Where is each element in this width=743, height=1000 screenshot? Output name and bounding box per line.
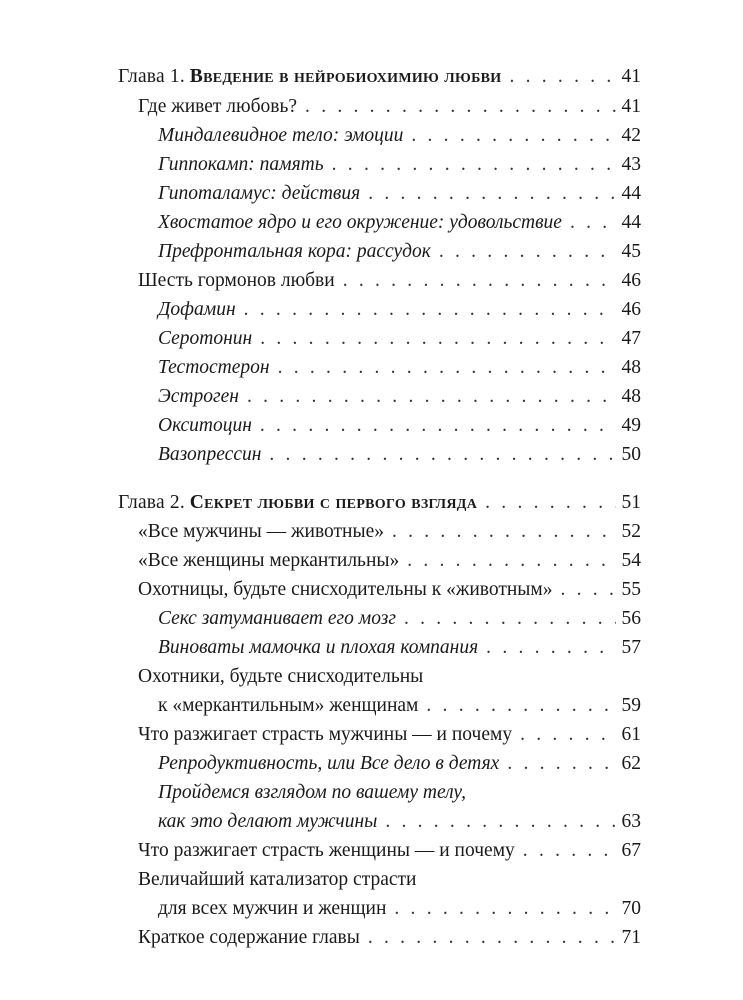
page-number: 43 [621, 154, 641, 175]
chapter-title: Секрет любви с первого взгляда [189, 492, 478, 513]
page-number: 55 [621, 579, 641, 600]
toc-entry[interactable] [0, 720, 743, 750]
entry-title-continuation: к «меркантильным» женщинам [158, 695, 419, 716]
page-number: 41 [621, 66, 641, 87]
leader-dots [260, 411, 616, 441]
page-number: 41 [621, 96, 641, 117]
entry-title: Величайший катализатор страсти [138, 869, 417, 890]
toc-entry[interactable] [0, 121, 743, 151]
entry-title: Префронтальная кора: рассудок [158, 241, 431, 262]
page-number: 51 [621, 492, 641, 513]
leader-dots [485, 488, 615, 518]
chapter-label: Глава 2. [118, 492, 185, 513]
chapter-1-heading[interactable] [0, 62, 743, 92]
entry-title: Гиппокамп: память [158, 154, 324, 175]
leader-dots [411, 121, 615, 151]
toc-entry[interactable] [0, 92, 743, 122]
toc-entry[interactable] [0, 546, 743, 576]
entry-title: Эстроген [158, 386, 239, 407]
entry-title: Краткое содержание главы [138, 927, 360, 948]
leader-dots [305, 92, 615, 122]
page-number: 62 [621, 753, 641, 774]
leader-dots [392, 517, 616, 547]
page-number: 61 [621, 724, 641, 745]
page-number: 50 [621, 444, 641, 465]
page-number: 42 [621, 125, 641, 146]
toc-entry[interactable] [0, 604, 743, 634]
leader-dots [343, 266, 616, 296]
toc-entry[interactable] [0, 295, 743, 325]
entry-title: Тестостерон [158, 357, 270, 378]
entry-title: Секс затуманивает его мозг [158, 608, 396, 629]
entry-title: Репродуктивность, или Все дело в детях [158, 753, 500, 774]
leader-dots [332, 150, 616, 180]
page-number: 67 [621, 840, 641, 861]
page-number: 45 [621, 241, 641, 262]
page-number: 54 [621, 550, 641, 571]
toc-entry[interactable] [0, 662, 743, 721]
entry-title: Окситоцин [158, 415, 252, 436]
page-number: 49 [621, 415, 641, 436]
page-number: 48 [621, 357, 641, 378]
leader-dots [486, 633, 615, 663]
page-number: 44 [621, 212, 641, 233]
page-number: 46 [621, 270, 641, 291]
toc-entry[interactable] [0, 382, 743, 412]
leader-dots [385, 807, 615, 837]
leader-dots [407, 546, 615, 576]
leader-dots [394, 894, 615, 924]
page-number: 57 [621, 637, 641, 658]
entry-title: Где живет любовь? [138, 96, 298, 117]
page-number: 46 [621, 299, 641, 320]
toc-entry[interactable] [0, 778, 743, 837]
leader-dots [247, 382, 616, 412]
toc-entry[interactable] [0, 440, 743, 470]
entry-title: Пройдемся взглядом по вашему телу, [158, 782, 466, 803]
leader-dots [404, 604, 616, 634]
page-number: 52 [621, 521, 641, 542]
toc-entry[interactable] [0, 150, 743, 180]
toc-entry[interactable] [0, 179, 743, 209]
page-number: 63 [621, 811, 641, 832]
toc-entry[interactable] [0, 411, 743, 441]
toc-entry[interactable] [0, 208, 743, 238]
leader-dots [426, 691, 615, 721]
entry-title: Шесть гормонов любви [138, 270, 335, 291]
entry-title: Серотонин [158, 328, 253, 349]
leader-dots [520, 720, 615, 750]
page-number: 71 [621, 927, 641, 948]
entry-title: Виноваты мамочка и плохая компания [158, 637, 479, 658]
entry-title: «Все мужчины — животные» [138, 521, 384, 542]
toc-entry[interactable] [0, 633, 743, 663]
leader-dots [260, 324, 615, 354]
leader-dots [244, 295, 616, 325]
leader-dots [269, 440, 615, 470]
entry-title: «Все женщины меркантильны» [138, 550, 400, 571]
entry-title-continuation: как это делают мужчины [158, 811, 378, 832]
chapter-2-heading[interactable] [0, 488, 743, 518]
entry-title: Что разжигает страсть женщины — и почему [138, 840, 515, 861]
toc-entry[interactable] [0, 237, 743, 267]
leader-dots [561, 575, 616, 605]
entry-title: Хвостатое ядро и его окружение: удовольствие [158, 212, 562, 233]
leader-dots [368, 923, 616, 953]
leader-dots [439, 237, 616, 267]
toc-entry[interactable] [0, 266, 743, 296]
page-number: 44 [621, 183, 641, 204]
leader-dots [509, 62, 615, 92]
entry-title: Вазопрессин [158, 444, 262, 465]
entry-title: Что разжигает страсть мужчины — и почему [138, 724, 513, 745]
leader-dots [570, 208, 616, 238]
toc-entry[interactable] [0, 865, 743, 924]
leader-dots [507, 749, 615, 779]
leader-dots [523, 836, 616, 866]
toc-entry[interactable] [0, 575, 743, 605]
page-number: 70 [621, 898, 641, 919]
entry-title: Гипоталамус: действия [158, 183, 361, 204]
page-number: 48 [621, 386, 641, 407]
entry-title: Охотницы, будьте снисходительны к «животным» [138, 579, 553, 600]
page-number: 56 [621, 608, 641, 629]
toc-entry[interactable] [0, 749, 743, 779]
leader-dots [368, 179, 615, 209]
chapter-label: Глава 1. [118, 66, 185, 87]
toc-entry[interactable] [0, 836, 743, 866]
page-number: 47 [621, 328, 641, 349]
entry-title: Дофамин [158, 299, 236, 320]
entry-title: Охотники, будьте снисходительны [138, 666, 424, 687]
toc-entry[interactable] [0, 353, 743, 383]
toc-entry[interactable] [0, 517, 743, 547]
chapter-title: Введение в нейробиохимию любви [189, 66, 502, 87]
page-number: 59 [621, 695, 641, 716]
toc-entry[interactable] [0, 923, 743, 953]
toc-entry[interactable] [0, 324, 743, 354]
leader-dots [278, 353, 616, 383]
entry-title-continuation: для всех мужчин и женщин [158, 898, 387, 919]
entry-title: Миндалевидное тело: эмоции [158, 125, 404, 146]
